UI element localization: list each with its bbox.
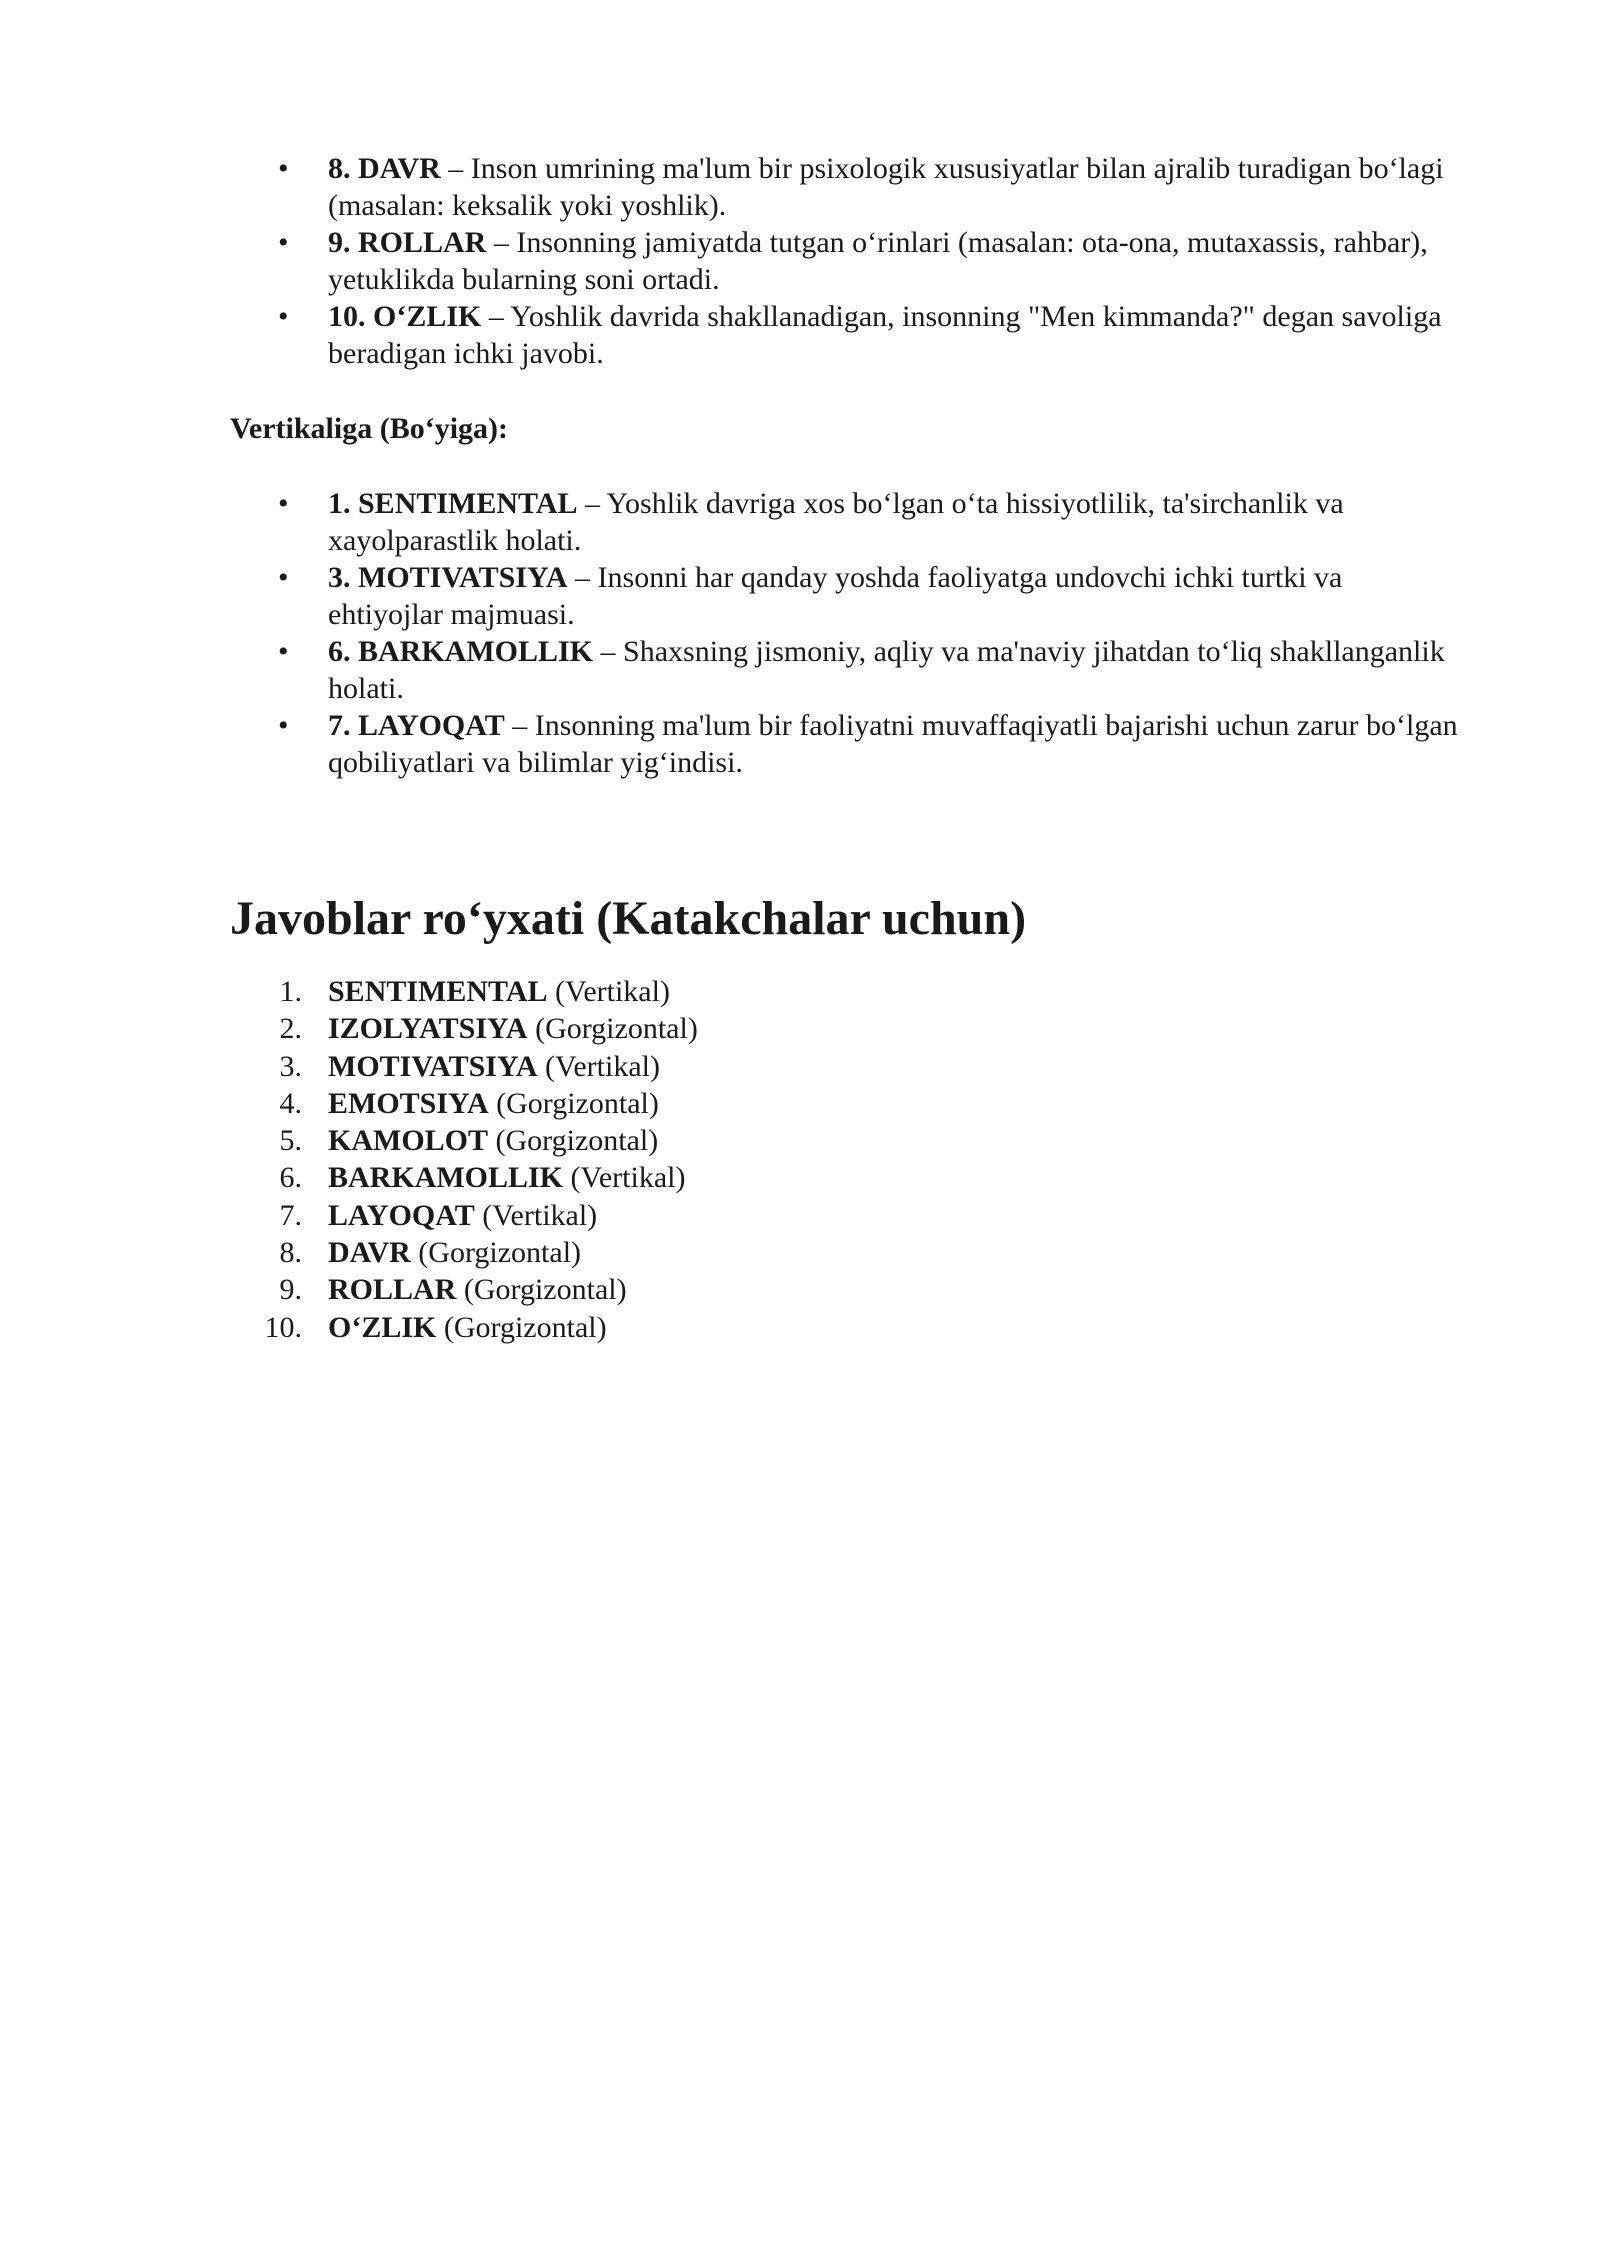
list-item (230, 633, 1460, 707)
answer-item (230, 1271, 1460, 1308)
answer-direction: (Gorgizontal) (527, 1012, 698, 1046)
answer-number: 2. (279, 1012, 302, 1046)
answer-number: 4. (279, 1086, 302, 1120)
term: 6. BARKAMOLLIK (328, 635, 594, 668)
answer-direction: (Gorgizontal) (488, 1124, 659, 1158)
list-item (230, 707, 1460, 781)
document-page (230, 150, 1460, 1346)
bullet-icon: • (278, 635, 289, 668)
answer-number: 8. (279, 1236, 302, 1270)
vertical-definitions-list (230, 485, 1460, 781)
horizontal-definitions-list (230, 150, 1460, 372)
list-item (230, 298, 1460, 372)
answer-word: LAYOQAT (328, 1198, 475, 1232)
answer-number: 6. (279, 1161, 302, 1195)
answer-direction: (Gorgizontal) (436, 1310, 607, 1344)
bullet-icon: • (278, 709, 289, 742)
vertical-heading: Vertikaliga (Bo‘yiga): (230, 412, 509, 445)
definition: – Yoshlik davriga xos bo‘lgan o‘ta hissiyotlilik, ta'sirchanlik va xayolparastlik holati. (328, 487, 1344, 557)
answer-item (230, 1159, 1460, 1196)
answer-number: 5. (279, 1124, 302, 1158)
list-item (230, 224, 1460, 298)
bullet-icon: • (278, 487, 289, 520)
definition: – Insonning ma'lum bir faoliyatni muvaffaqiyatli bajarishi uchun zarur bo‘lgan qobiliyatlari va bilimlar yig‘indisi. (328, 709, 1458, 779)
term: 9. ROLLAR (328, 226, 487, 259)
definition: – Insonni har qanday yoshda faoliyatga undovchi ichki turtki va ehtiyojlar majmuasi. (328, 561, 1343, 631)
answer-word: MOTIVATSIYA (328, 1049, 538, 1083)
definition: – Yoshlik davrida shakllanadigan, insonning "Men kimmanda?" degan savoliga beradigan ichki javobi. (328, 300, 1442, 370)
list-item (230, 559, 1460, 633)
bullet-icon: • (278, 152, 289, 185)
answer-item (230, 1197, 1460, 1234)
answer-direction: (Vertikal) (563, 1161, 686, 1195)
list-item (230, 150, 1460, 224)
answer-word: O‘ZLIK (328, 1310, 437, 1344)
term: 3. MOTIVATSIYA (328, 561, 568, 594)
answer-direction: (Gorgizontal) (410, 1236, 582, 1270)
answer-word: DAVR (328, 1236, 411, 1270)
answer-direction: (Vertikal) (547, 975, 670, 1008)
answer-direction: (Vertikal) (474, 1198, 598, 1232)
definition: – Shaxsning jismoniy, aqliy va ma'naviy jihatdan to‘liq shakllanganlik holati. (328, 635, 1445, 705)
answer-word: ROLLAR (328, 1273, 457, 1307)
answer-item (230, 1234, 1460, 1271)
answer-direction: (Gorgizontal) (456, 1273, 627, 1307)
answer-item (230, 1085, 1460, 1122)
definition: – Insonning jamiyatda tutgan o‘rinlari (masalan: ota-ona, mutaxassis, rahbar), yetuklikda bularning soni ortadi. (328, 226, 1428, 296)
definition: – Inson umrining ma'lum bir psixologik xususiyatlar bilan ajralib turadigan bo‘lagi (masalan: keksalik yoki yoshlik). (328, 152, 1444, 222)
list-item (230, 485, 1460, 559)
answer-item (230, 1048, 1460, 1085)
answer-direction: (Vertikal) (537, 1049, 660, 1083)
answer-word: BARKAMOLLIK (328, 1161, 564, 1195)
answer-word: KAMOLOT (328, 1124, 489, 1158)
answers-list (230, 973, 1460, 1346)
answer-number: 10. (264, 1310, 302, 1344)
answer-number: 7. (279, 1198, 302, 1232)
answer-word: EMOTSIYA (328, 1086, 489, 1120)
answer-item (230, 1122, 1460, 1159)
answer-item (230, 973, 1460, 1010)
answer-item (230, 1010, 1460, 1047)
term: 1. SENTIMENTAL (328, 487, 578, 520)
answer-number: 3. (279, 1049, 302, 1083)
answer-item (230, 1309, 1460, 1346)
term: 10. O‘ZLIK (328, 300, 482, 333)
bullet-icon: • (278, 226, 289, 259)
answer-number: 1. (279, 975, 302, 1008)
term: 8. DAVR (328, 152, 441, 185)
answer-direction: (Gorgizontal) (488, 1086, 659, 1120)
answers-title: Javoblar ro‘yxati (Katakchalar uchun) (230, 892, 1027, 945)
term: 7. LAYOQAT (328, 709, 505, 742)
bullet-icon: • (278, 300, 289, 333)
answer-word: SENTIMENTAL (328, 975, 548, 1008)
answer-number: 9. (279, 1273, 302, 1307)
answer-word: IZOLYATSIYA (328, 1012, 528, 1046)
bullet-icon: • (278, 561, 289, 594)
